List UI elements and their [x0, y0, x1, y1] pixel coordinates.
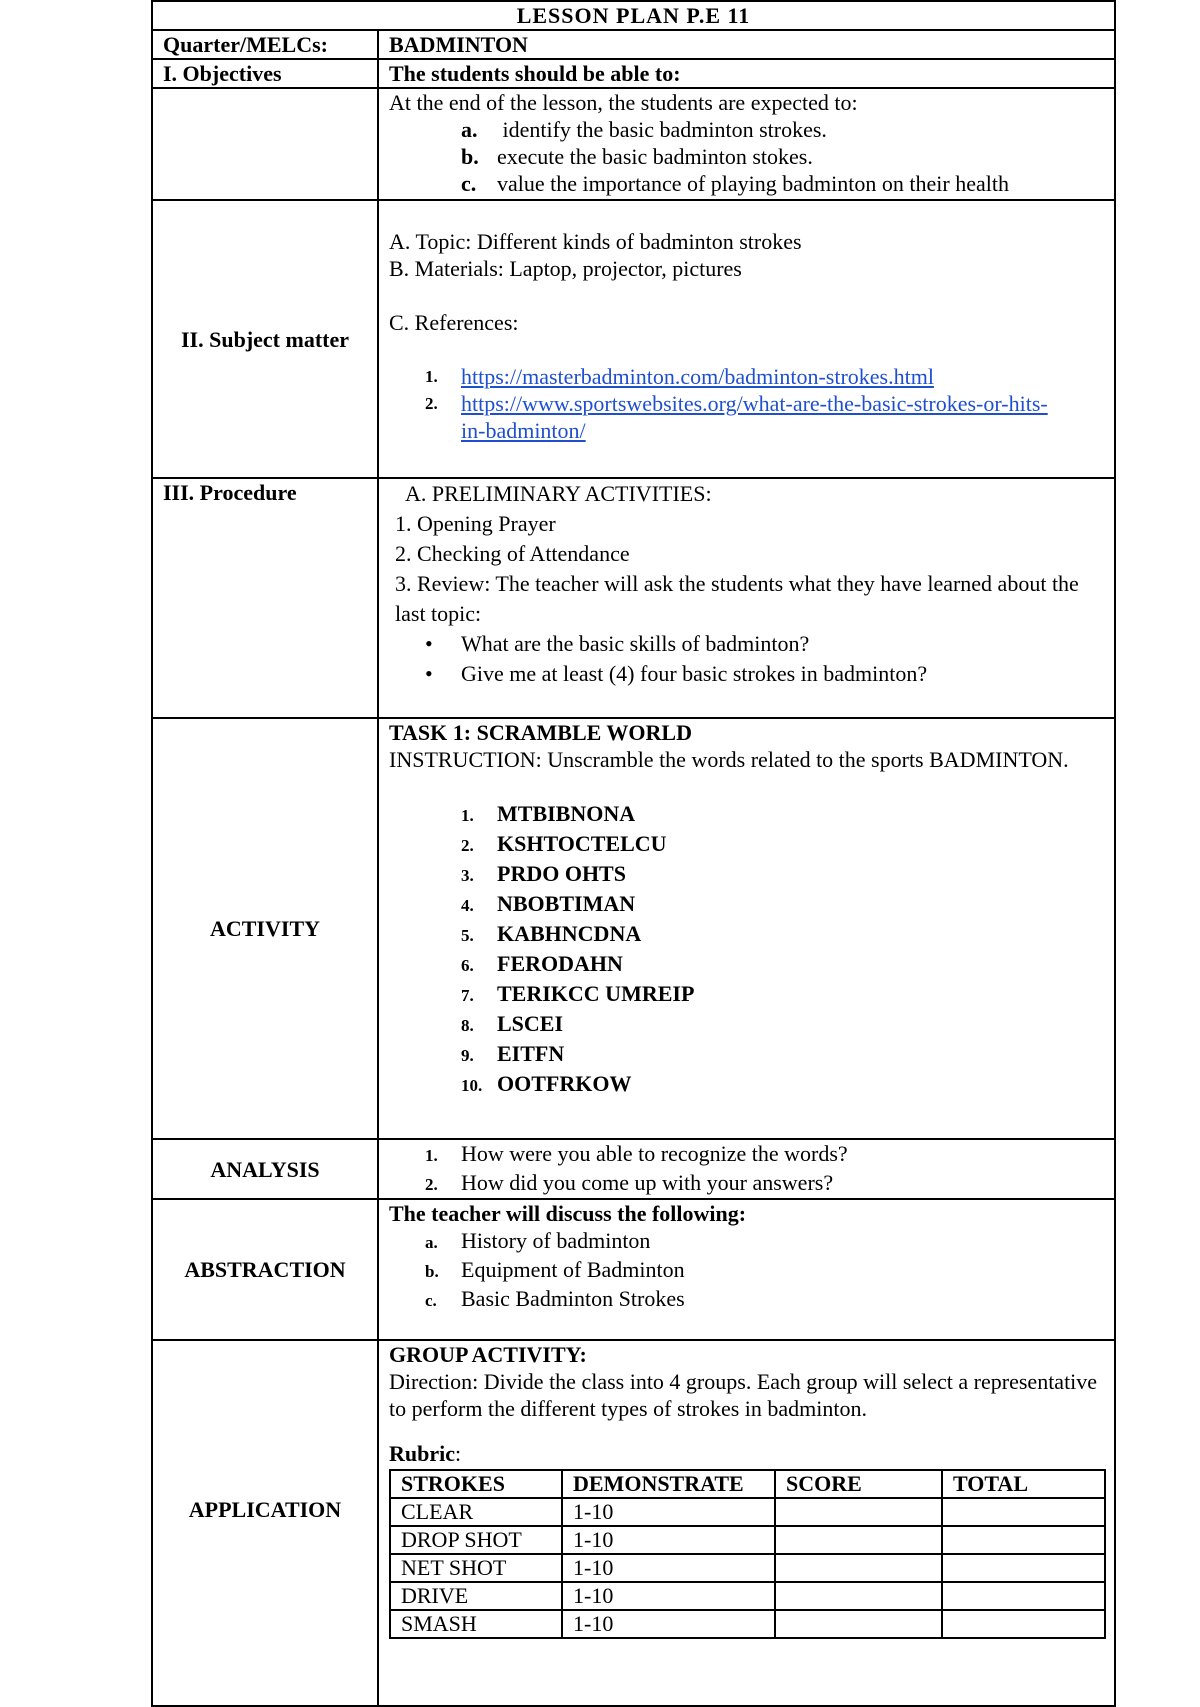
task-title: TASK 1: SCRAMBLE WORLD	[389, 720, 692, 745]
activity-label: ACTIVITY	[152, 718, 378, 1139]
scramble-word: 5. KABHNCDNA	[461, 921, 642, 946]
procedure-step: 2. Checking of Attendance	[395, 541, 630, 566]
reference-item: 1. https://masterbadminton.com/badminton-strokes.html	[425, 364, 934, 389]
rubric-header: TOTAL	[942, 1470, 1105, 1498]
application-cell	[378, 1340, 1115, 1706]
rubric-cell: 1-10	[562, 1554, 775, 1582]
scramble-word: 7. TERIKCC UMREIP	[461, 981, 695, 1006]
objectives-cell	[378, 88, 1115, 200]
rubric-row	[390, 1582, 1105, 1610]
objectives-label: I. Objectives	[152, 59, 378, 88]
rubric-row	[390, 1526, 1105, 1554]
procedure-label: III. Procedure	[152, 478, 378, 718]
abstraction-cell	[378, 1199, 1115, 1340]
group-activity-heading: GROUP ACTIVITY:	[389, 1342, 587, 1367]
rubric-cell	[942, 1526, 1105, 1554]
lesson-plan-table	[151, 0, 1116, 1707]
analysis-question: 2. How did you come up with your answers?	[425, 1170, 834, 1195]
rubric-cell	[942, 1554, 1105, 1582]
quarter-value: BADMINTON	[378, 30, 1115, 59]
abstraction-heading: The teacher will discuss the following:	[389, 1201, 747, 1226]
rubric-cell	[775, 1498, 942, 1526]
objective-item: a. identify the basic badminton strokes.	[461, 117, 827, 142]
scramble-word: 8. LSCEI	[461, 1011, 564, 1036]
rubric-header: SCORE	[775, 1470, 942, 1498]
subject-matter-cell	[378, 200, 1115, 478]
activity-cell	[378, 718, 1115, 1139]
subject-matter-label: II. Subject matter	[152, 200, 378, 478]
scramble-word: 4. NBOBTIMAN	[461, 891, 636, 916]
abstraction-list	[389, 1227, 1104, 1314]
procedure-step: 1. Opening Prayer	[395, 511, 556, 536]
rubric-cell: 1-10	[562, 1582, 775, 1610]
rubric-cell	[775, 1582, 942, 1610]
rubric-cell	[942, 1498, 1105, 1526]
reference-link[interactable]: https://www.sportswebsites.org/what-are-the-basic-strokes-or-hits-in-badminton/	[461, 391, 1048, 443]
quarter-label: Quarter/MELCs:	[152, 30, 378, 59]
topic-line: A. Topic: Different kinds of badminton strokes	[389, 229, 802, 254]
analysis-label: ANALYSIS	[152, 1139, 378, 1199]
review-question: • What are the basic skills of badminton?	[425, 631, 810, 656]
rubric-header: DEMONSTRATE	[562, 1470, 775, 1498]
scramble-word: 1. MTBIBNONA	[461, 801, 636, 826]
objectives-empty-cell	[152, 88, 378, 200]
application-direction: Direction: Divide the class into 4 groups. Each group will select a representative to perform the different types of strokes in badminton.	[389, 1369, 1098, 1421]
objective-item: c. value the importance of playing badminton on their health	[461, 171, 1009, 196]
analysis-question: 1. How were you able to recognize the words?	[425, 1141, 848, 1166]
scramble-word-list	[389, 800, 1104, 1100]
rubric-label-line: Rubric:	[389, 1441, 462, 1466]
rubric-cell: 1-10	[562, 1498, 775, 1526]
objectives-list	[389, 116, 1104, 197]
scramble-word: 2. KSHTOCTELCU	[461, 831, 667, 856]
rubric-cell	[775, 1554, 942, 1582]
rubric-cell: 1-10	[562, 1526, 775, 1554]
rubric-header-row	[390, 1470, 1105, 1498]
references-list	[389, 363, 1104, 444]
materials-line: B. Materials: Laptop, projector, pictures	[389, 256, 742, 281]
abstraction-item: c. Basic Badminton Strokes	[425, 1286, 685, 1311]
rubric-row	[390, 1554, 1105, 1582]
rubric-row	[390, 1498, 1105, 1526]
objectives-heading: The students should be able to:	[378, 59, 1115, 88]
analysis-questions	[389, 1140, 1104, 1198]
rubric-row	[390, 1610, 1105, 1638]
rubric-cell	[942, 1610, 1105, 1638]
task-instruction: INSTRUCTION: Unscramble the words related to the sports BADMINTON.	[389, 747, 1069, 772]
abstraction-item: a. History of badminton	[425, 1228, 651, 1253]
application-label: APPLICATION	[152, 1340, 378, 1706]
rubric-cell: DROP SHOT	[390, 1526, 562, 1554]
rubric-cell: DRIVE	[390, 1582, 562, 1610]
procedure-cell	[378, 478, 1115, 718]
rubric-cell: CLEAR	[390, 1498, 562, 1526]
objectives-intro: At the end of the lesson, the students are expected to:	[389, 90, 858, 115]
rubric-cell	[942, 1582, 1105, 1610]
abstraction-label: ABSTRACTION	[152, 1199, 378, 1340]
review-question: • Give me at least (4) four basic strokes in badminton?	[425, 661, 928, 686]
scramble-word: 3. PRDO OHTS	[461, 861, 626, 886]
reference-link[interactable]: https://masterbadminton.com/badminton-strokes.html	[461, 364, 934, 389]
reference-item: 2. https://www.sportswebsites.org/what-are-the-basic-strokes-or-hits-in-badminton/	[425, 390, 1104, 444]
rubric-cell: SMASH	[390, 1610, 562, 1638]
review-questions	[389, 629, 1104, 689]
abstraction-item: b. Equipment of Badminton	[425, 1257, 685, 1282]
rubric-cell: NET SHOT	[390, 1554, 562, 1582]
scramble-word: 9. EITFN	[461, 1041, 565, 1066]
lesson-plan-title: LESSON PLAN P.E 11	[152, 1, 1115, 30]
rubric-cell	[775, 1610, 942, 1638]
objective-item: b. execute the basic badminton stokes.	[461, 144, 813, 169]
rubric-cell: 1-10	[562, 1610, 775, 1638]
scramble-word: 6. FERODAHN	[461, 951, 623, 976]
preliminary-heading: A. PRELIMINARY ACTIVITIES:	[405, 481, 712, 506]
procedure-step: 3. Review: The teacher will ask the students what they have learned about the last topic:	[395, 571, 1079, 626]
rubric-table	[389, 1469, 1106, 1639]
rubric-header: STROKES	[390, 1470, 562, 1498]
rubric-cell	[775, 1526, 942, 1554]
references-label: C. References:	[389, 310, 519, 335]
scramble-word: 10. OOTFRKOW	[461, 1071, 632, 1096]
analysis-cell	[378, 1139, 1115, 1199]
